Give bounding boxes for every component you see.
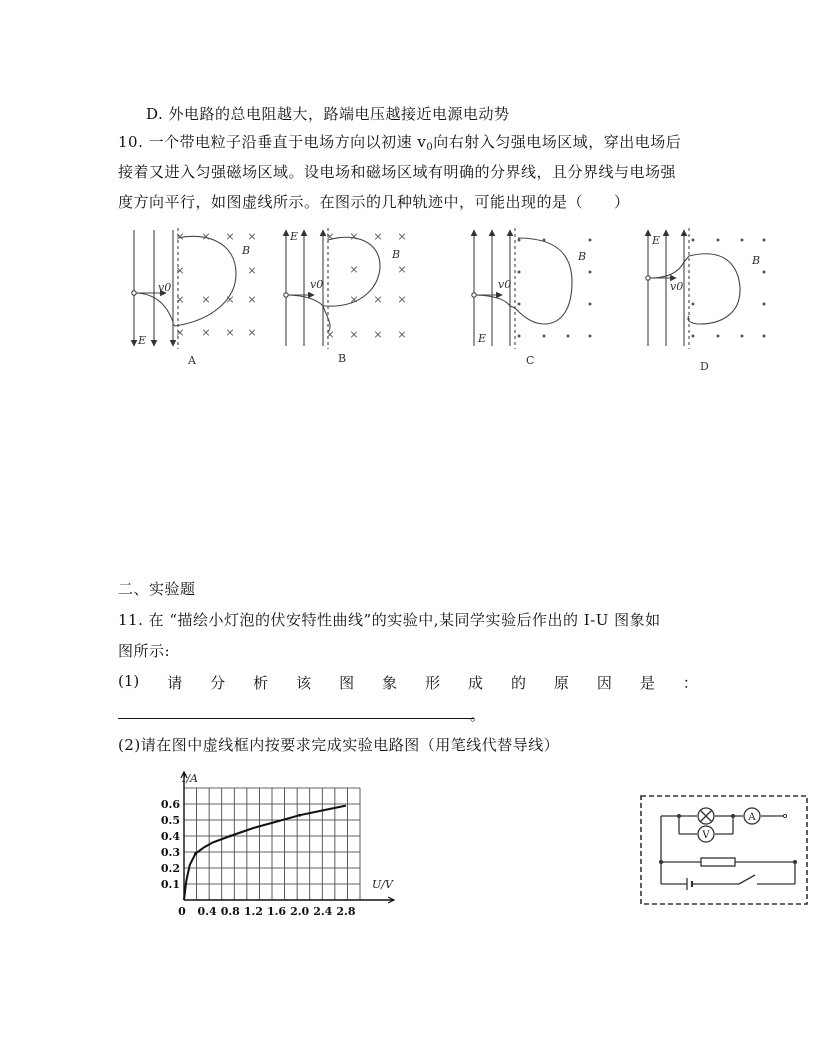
b-label-d: B	[752, 254, 761, 267]
data-point	[298, 814, 301, 817]
svg-text:×: ×	[373, 293, 383, 306]
section-title: 二、实验题	[118, 580, 196, 598]
svg-text:×: ×	[175, 326, 185, 339]
svg-text:×: ×	[201, 230, 211, 243]
svg-text:×: ×	[247, 230, 257, 243]
v0-label-c: v0	[498, 278, 512, 291]
dashed-frame	[641, 796, 807, 904]
svg-text:×: ×	[201, 326, 211, 339]
q11-part-1-word: 形	[425, 674, 441, 692]
svg-text:×: ×	[373, 328, 383, 341]
y-tick-label: 0.1	[160, 878, 180, 891]
q11-part-1-word: 分	[210, 674, 226, 692]
q10-line-1	[118, 131, 681, 153]
svg-text:×: ×	[349, 328, 359, 341]
y-tick-label: 0.2	[160, 862, 180, 875]
v0-label-a: v0	[158, 281, 172, 294]
b-label-a: B	[242, 244, 251, 257]
chart-axes	[181, 772, 394, 903]
q10-line-1-pre: 10. 一个带电粒子沿垂直于电场方向以初速 v	[118, 133, 427, 151]
q11-line-1: 11. 在 “描绘小灯泡的伏安特性曲线”的实验中,某同学实验后作出的 I-U 图象如	[118, 611, 661, 629]
v0-subscript: 0	[426, 142, 434, 153]
svg-text:×: ×	[225, 230, 235, 243]
answer-blank-end: 。	[470, 706, 486, 724]
figure-c	[472, 228, 572, 349]
b-label-b: B	[392, 248, 401, 261]
figure-label-a: A	[188, 354, 196, 367]
e-label-a: E	[138, 334, 147, 347]
svg-text:×: ×	[175, 230, 185, 243]
x-axis-label: U/V	[372, 878, 393, 891]
data-point	[229, 835, 232, 838]
x-tick-label: 0	[178, 905, 186, 918]
figure-label-d: D	[700, 360, 709, 373]
figure-label-b: B	[338, 352, 347, 365]
svg-text:×: ×	[397, 293, 407, 306]
e-label-d: E	[652, 234, 661, 247]
iu-chart	[150, 770, 430, 930]
svg-text:×: ×	[349, 230, 359, 243]
figure-label-c: C	[526, 354, 535, 367]
ammeter-label: A	[748, 812, 756, 823]
x-tick-label: 1.6	[266, 905, 287, 918]
y-tick-label: 0.6	[160, 798, 180, 811]
svg-text:×: ×	[373, 230, 383, 243]
svg-text:×: ×	[397, 328, 407, 341]
figure-d-labels	[651, 234, 760, 373]
svg-text:×: ×	[397, 263, 407, 276]
field-marks-b	[325, 230, 406, 341]
circuit-diagram	[639, 794, 811, 908]
v0-label-d: v0	[670, 280, 684, 293]
svg-text:×: ×	[349, 263, 359, 276]
e-label-b: E	[290, 230, 299, 243]
q11-part-1-word: 因	[596, 674, 612, 692]
q11-part-1-word: 成	[467, 674, 483, 692]
svg-text:×: ×	[247, 264, 257, 277]
svg-text:×: ×	[175, 293, 185, 306]
q11-part-1-word: 象	[382, 674, 398, 692]
voltmeter-icon	[698, 826, 714, 842]
svg-text:×: ×	[175, 264, 185, 277]
data-point	[194, 852, 197, 855]
junction-dots	[659, 814, 797, 864]
rheostat-icon	[701, 858, 735, 866]
y-tick-label: 0.4	[160, 830, 180, 843]
q9-option-d: D. 外电路的总电阻越大，路端电压越接近电源电动势	[146, 105, 510, 123]
q11-part-2: (2)请在图中虚线框内按要求完成实验电路图（用笔线代替导线）	[118, 736, 560, 754]
svg-text:×: ×	[397, 230, 407, 243]
ammeter-icon	[744, 808, 760, 824]
svg-text:×: ×	[325, 230, 335, 243]
q11-part-1-word: 的	[510, 674, 526, 692]
svg-text:×: ×	[349, 293, 359, 306]
q11-part-1-word: 析	[253, 674, 269, 692]
b-label-c: B	[578, 250, 587, 263]
q10-line-3: 度方向平行，如图虚线所示。在图示的几种轨迹中，可能出现的是（ ）	[118, 193, 630, 211]
voltmeter-label: V	[702, 830, 710, 841]
switch-icon	[739, 875, 755, 884]
svg-text:×: ×	[247, 326, 257, 339]
svg-text:×: ×	[325, 328, 335, 341]
y-tick-label: 0.5	[160, 814, 180, 827]
svg-text:×: ×	[225, 326, 235, 339]
svg-text:×: ×	[225, 293, 235, 306]
answer-blank	[118, 718, 474, 719]
q11-line-2: 图所示:	[118, 642, 171, 660]
y-axis-label: I/A	[182, 772, 198, 785]
v0-label-b: v0	[310, 278, 324, 291]
lamp-icon	[698, 808, 714, 824]
x-tick-label: 0.4	[197, 905, 217, 918]
x-tick-label: 2.4	[313, 905, 333, 918]
q11-part-1	[118, 672, 698, 693]
svg-text:×: ×	[247, 293, 257, 306]
x-tick-label: 2.8	[336, 905, 356, 918]
q11-part-1-word: 请	[167, 674, 183, 692]
q11-part-1-word: ：	[682, 674, 698, 692]
q11-part-1-word: 原	[553, 674, 569, 692]
x-tick-label: 2.0	[290, 905, 310, 918]
x-tick-label: 0.8	[220, 905, 240, 918]
q10-line-2: 接着又进入匀强磁场区域。设电场和磁场区域有明确的分界线，且分界线与电场强	[118, 163, 677, 181]
trajectory-figures	[118, 224, 798, 374]
q11-part-1-word: (1)	[118, 672, 140, 690]
x-tick-label: 1.2	[243, 905, 263, 918]
q11-part-1-word: 该	[296, 674, 312, 692]
e-label-c: E	[478, 332, 487, 345]
q11-part-1-word: 是	[639, 674, 655, 692]
y-tick-label: 0.3	[160, 846, 180, 859]
svg-text:×: ×	[201, 293, 211, 306]
q11-part-1-word: 图	[339, 674, 355, 692]
q10-line-1-post: 向右射入匀强电场区域，穿出电场后	[433, 133, 682, 151]
